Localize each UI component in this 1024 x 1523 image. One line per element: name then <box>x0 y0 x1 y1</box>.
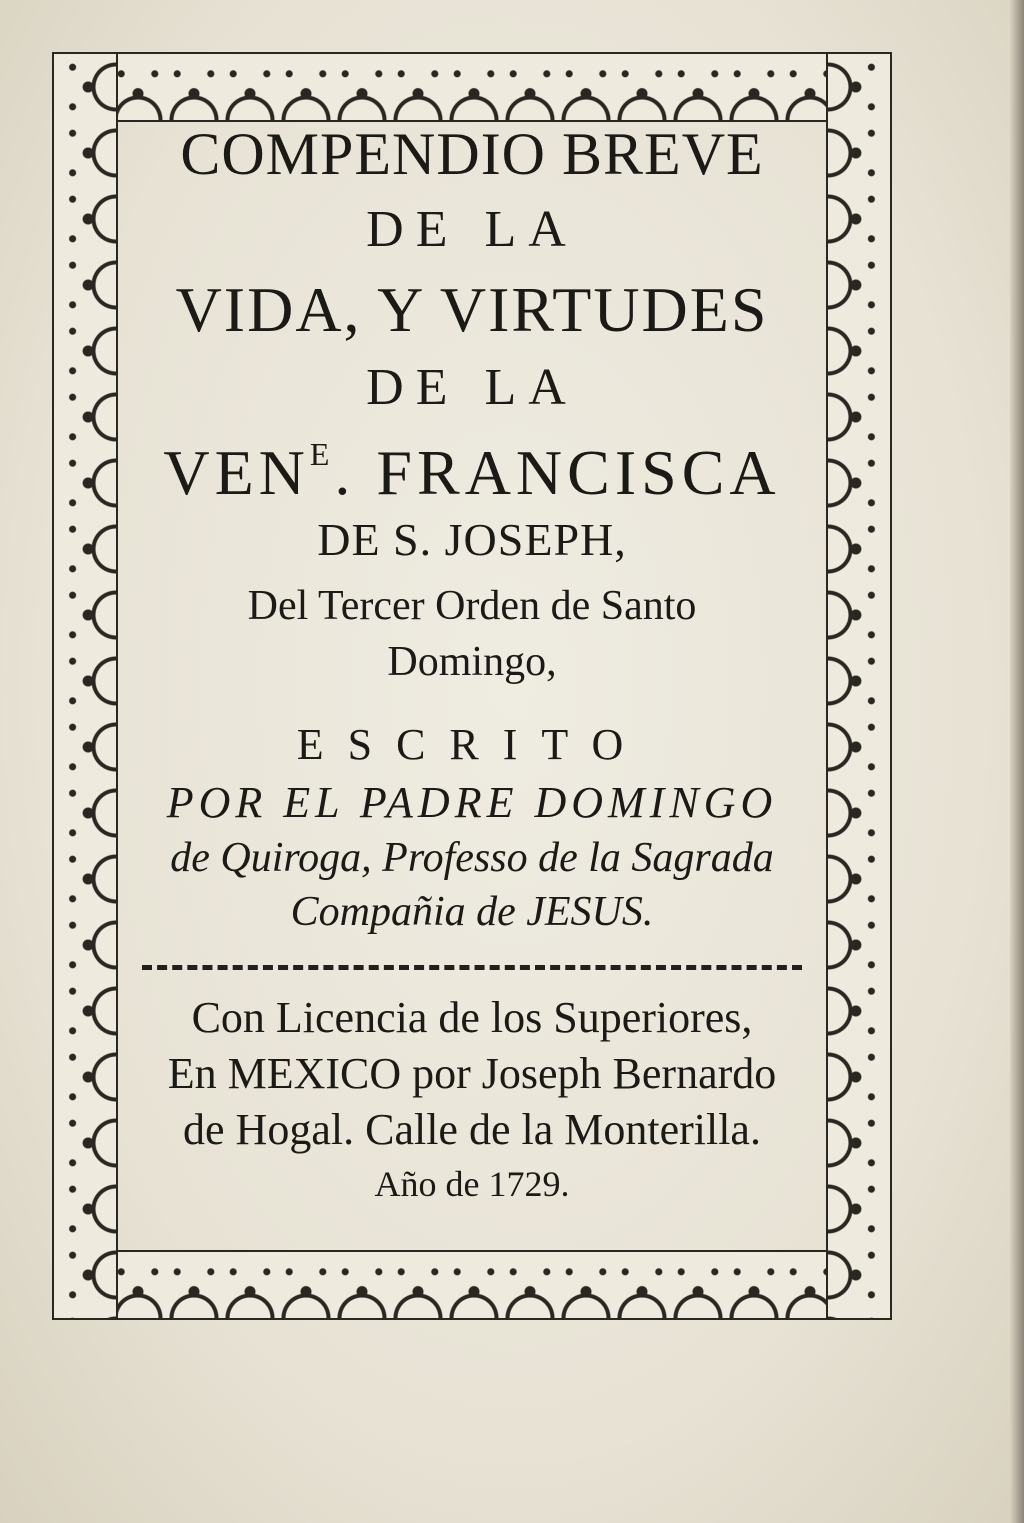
imprint-line-1: Con Licencia de los Superiores, <box>191 992 753 1042</box>
order-line-2: Domingo, <box>387 638 557 685</box>
border-right <box>826 52 892 1320</box>
author-line-3: Compañia de JESUS. <box>290 888 654 935</box>
ven-abbrev: VEN <box>163 436 310 508</box>
border-bottom <box>52 1250 892 1320</box>
ven-superscript: E <box>309 436 335 472</box>
title-line-5 <box>128 436 816 508</box>
title-line-4: DE LA <box>366 359 578 416</box>
imprint-line-2: En MEXICO por Joseph Bernardo <box>167 1048 777 1098</box>
francisca-name: . FRANCISCA <box>334 436 781 508</box>
title-line-3: VIDA, Y VIRTUDES <box>175 274 769 345</box>
page-edge <box>1010 0 1024 1523</box>
escrito-heading: ESCRITO <box>296 719 648 769</box>
border-left <box>52 52 118 1320</box>
author-line-1: POR EL PADRE DOMINGO <box>166 777 778 827</box>
border-top <box>52 52 892 122</box>
divider-rule <box>142 965 802 970</box>
order-line-1: Del Tercer Orden de Santo <box>247 582 697 629</box>
imprint-year: Año de 1729. <box>374 1163 570 1204</box>
title-page-text <box>128 118 816 1202</box>
author-line-2: de Quiroga, Professo de la Sagrada <box>170 834 774 881</box>
title-line-1: COMPENDIO BREVE <box>180 121 764 187</box>
title-line-2: DE LA <box>366 201 578 258</box>
imprint-line-3: de Hogal. Calle de la Monterilla. <box>183 1104 761 1154</box>
title-line-6: DE S. JOSEPH, <box>317 513 627 565</box>
